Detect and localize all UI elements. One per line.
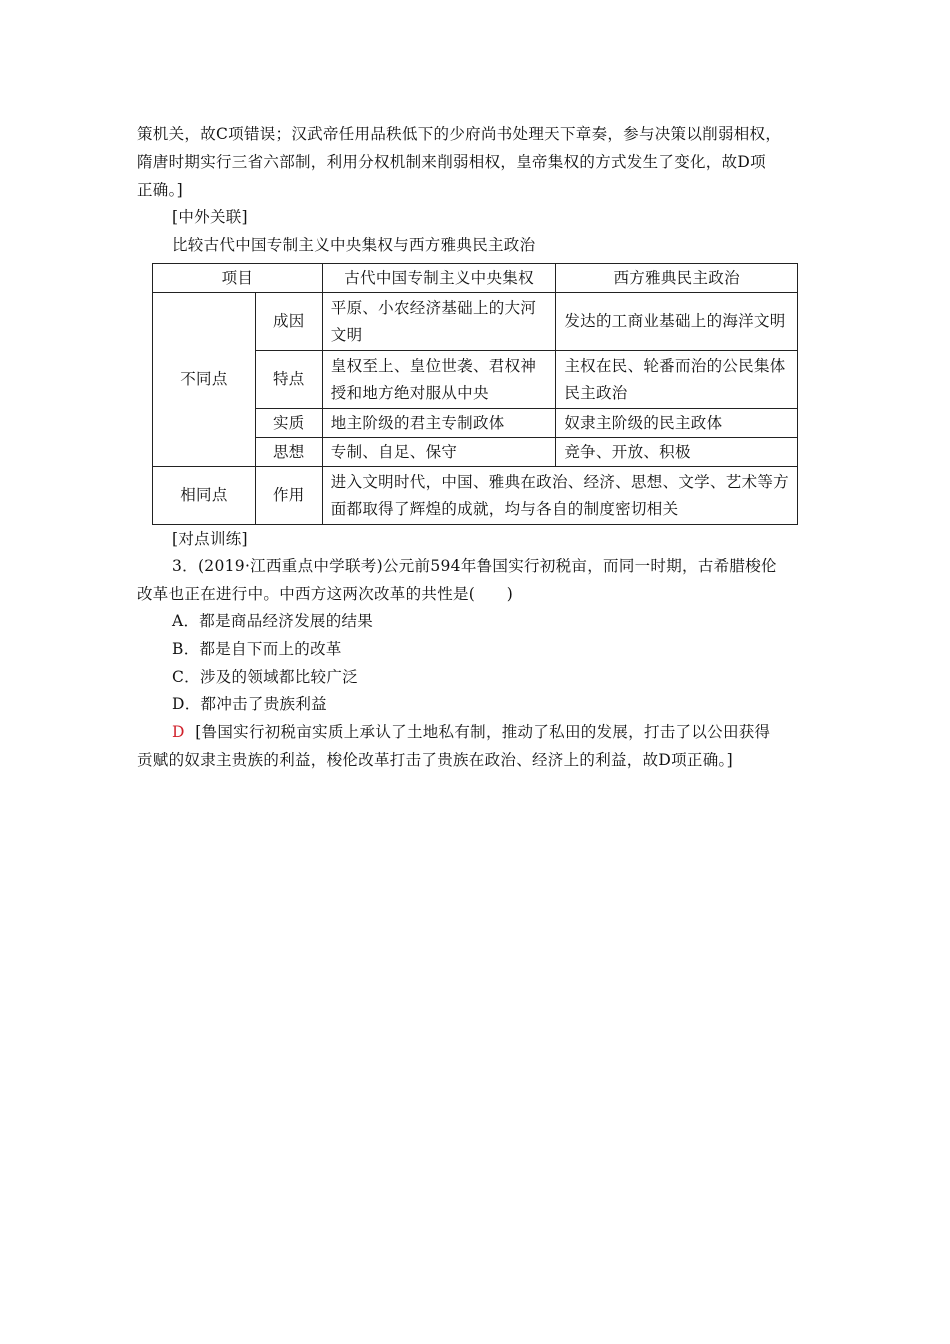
athens-cell: 发达的工商业基础上的海洋文明 (556, 293, 798, 351)
option-c: C．涉及的领域都比较广泛 (172, 668, 358, 686)
table-row (153, 293, 798, 351)
option-d: D．都冲击了贵族利益 (172, 695, 327, 713)
china-cell: 皇权至上、皇位世袭、君权神授和地方绝对服从中央 (322, 351, 556, 409)
header-athens: 西方雅典民主政治 (556, 264, 798, 293)
answer-explanation: [鲁国实行初税亩实质上承认了土地私有制，推动了私田的发展，打击了以公田获得 (195, 723, 771, 741)
header-item: 项目 (153, 264, 323, 293)
section-label: [中外关联] (172, 208, 248, 226)
answer-letter: D (172, 723, 185, 741)
option-a: A．都是商品经济发展的结果 (172, 612, 374, 630)
question-line: 3．(2019·江西重点中学联考)公元前594年鲁国实行初税亩，而同一时期，古希腊梭伦 (172, 557, 777, 575)
table-title: 比较古代中国专制主义中央集权与西方雅典民主政治 (172, 236, 536, 254)
china-cell: 专制、自足、保守 (322, 438, 556, 467)
table-row (153, 467, 798, 525)
aspect-cell: 特点 (255, 351, 322, 409)
aspect-cell: 作用 (255, 467, 322, 525)
same-text-cell: 进入文明时代，中国、雅典在政治、经济、思想、文学、艺术等方面都取得了辉煌的成就，均与各自的制度密切相关 (322, 467, 797, 525)
aspect-cell: 思想 (255, 438, 322, 467)
paragraph-line: 隋唐时期实行三省六部制，利用分权机制来削弱相权，皇帝集权的方式发生了变化，故D项 (137, 153, 766, 171)
answer-line: 贡赋的奴隶主贵族的利益，梭伦改革打击了贵族在政治、经济上的利益，故D项正确。] (137, 751, 733, 769)
answer-line (172, 722, 770, 742)
diff-label: 不同点 (153, 293, 256, 467)
option-b: B．都是自下而上的改革 (172, 640, 342, 658)
practice-label: [对点训练] (172, 530, 248, 548)
athens-cell: 奴隶主阶级的民主政体 (556, 409, 798, 438)
comparison-table (152, 263, 798, 525)
table-header-row (153, 264, 798, 293)
athens-cell: 主权在民、轮番而治的公民集体民主政治 (556, 351, 798, 409)
same-label: 相同点 (153, 467, 256, 525)
china-cell: 平原、小农经济基础上的大河文明 (322, 293, 556, 351)
athens-cell: 竞争、开放、积极 (556, 438, 798, 467)
question-line: 改革也正在进行中。中西方这两次改革的共性是( ) (137, 585, 514, 603)
header-china: 古代中国专制主义中央集权 (322, 264, 556, 293)
paragraph-line: 策机关，故C项错误；汉武帝任用品秩低下的少府尚书处理天下章奏，参与决策以削弱相权， (137, 125, 782, 143)
paragraph-line: 正确。] (137, 181, 183, 199)
aspect-cell: 实质 (255, 409, 322, 438)
china-cell: 地主阶级的君主专制政体 (322, 409, 556, 438)
aspect-cell: 成因 (255, 293, 322, 351)
